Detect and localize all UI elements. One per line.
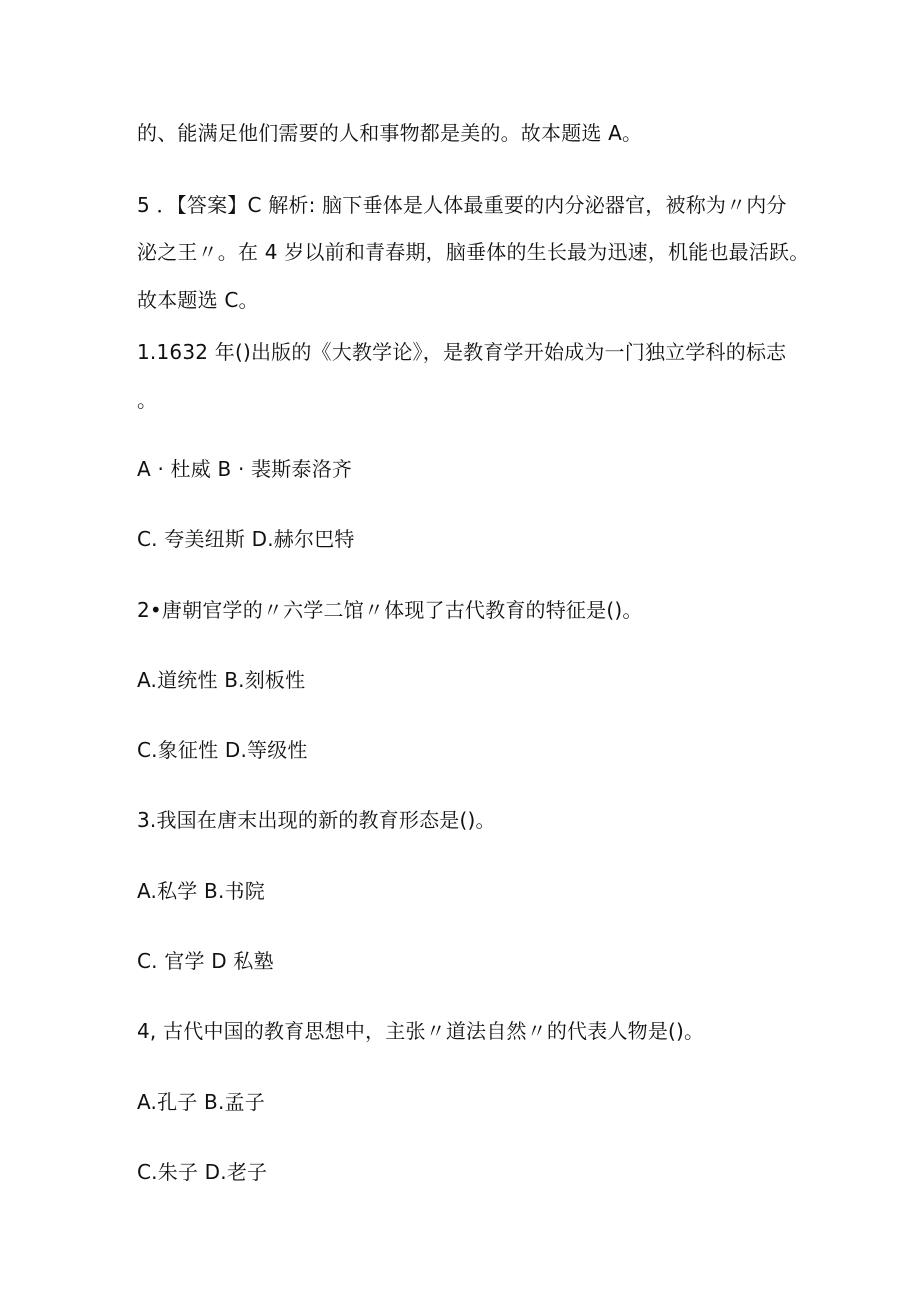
- answer-5-line-2: 泌之王〃。在 4 岁以前和青春期，脑垂体的生长最为迅速，机能也最活跃。: [137, 240, 810, 264]
- question-2-stem: 2•唐朝官学的〃六学二馆〃体现了古代教育的特征是()。: [137, 598, 643, 622]
- question-4-stem: 4, 古代中国的教育思想中，主张〃道法自然〃的代表人物是()。: [137, 1019, 705, 1043]
- question-1-options-cd: C. 夸美纽斯 D.赫尔巴特: [137, 527, 355, 551]
- answer-4-conclusion: 的、能满足他们需要的人和事物都是美的。故本题选 A。: [137, 121, 643, 145]
- question-4-options-cd: C.朱子 D.老子: [137, 1160, 268, 1184]
- question-4-options-ab: A.孔子 B.孟子: [137, 1090, 265, 1114]
- question-2-options-cd: C.象征性 D.等级性: [137, 738, 308, 762]
- answer-5-line-1: 5 ．【答案】C 解析: 脑下垂体是人体最重要的内分泌器官，被称为〃内分: [137, 193, 787, 217]
- question-3-options-cd: C. 官学 D 私塾: [137, 949, 274, 973]
- question-3-stem: 3.我国在唐末出现的新的教育形态是()。: [137, 808, 496, 832]
- question-1-stem: 1.1632 年()出版的《大教学论》，是教育学开始成为一门独立学科的标志: [137, 340, 787, 364]
- question-2-options-ab: A.道统性 B.刻板性: [137, 668, 306, 692]
- question-1-options-ab: A · 杜威 B · 裴斯泰洛齐: [137, 457, 353, 481]
- question-1-stem-continuation: 。: [137, 388, 158, 412]
- answer-5-line-3: 故本题选 C。: [137, 288, 259, 312]
- question-3-options-ab: A.私学 B.书院: [137, 879, 265, 903]
